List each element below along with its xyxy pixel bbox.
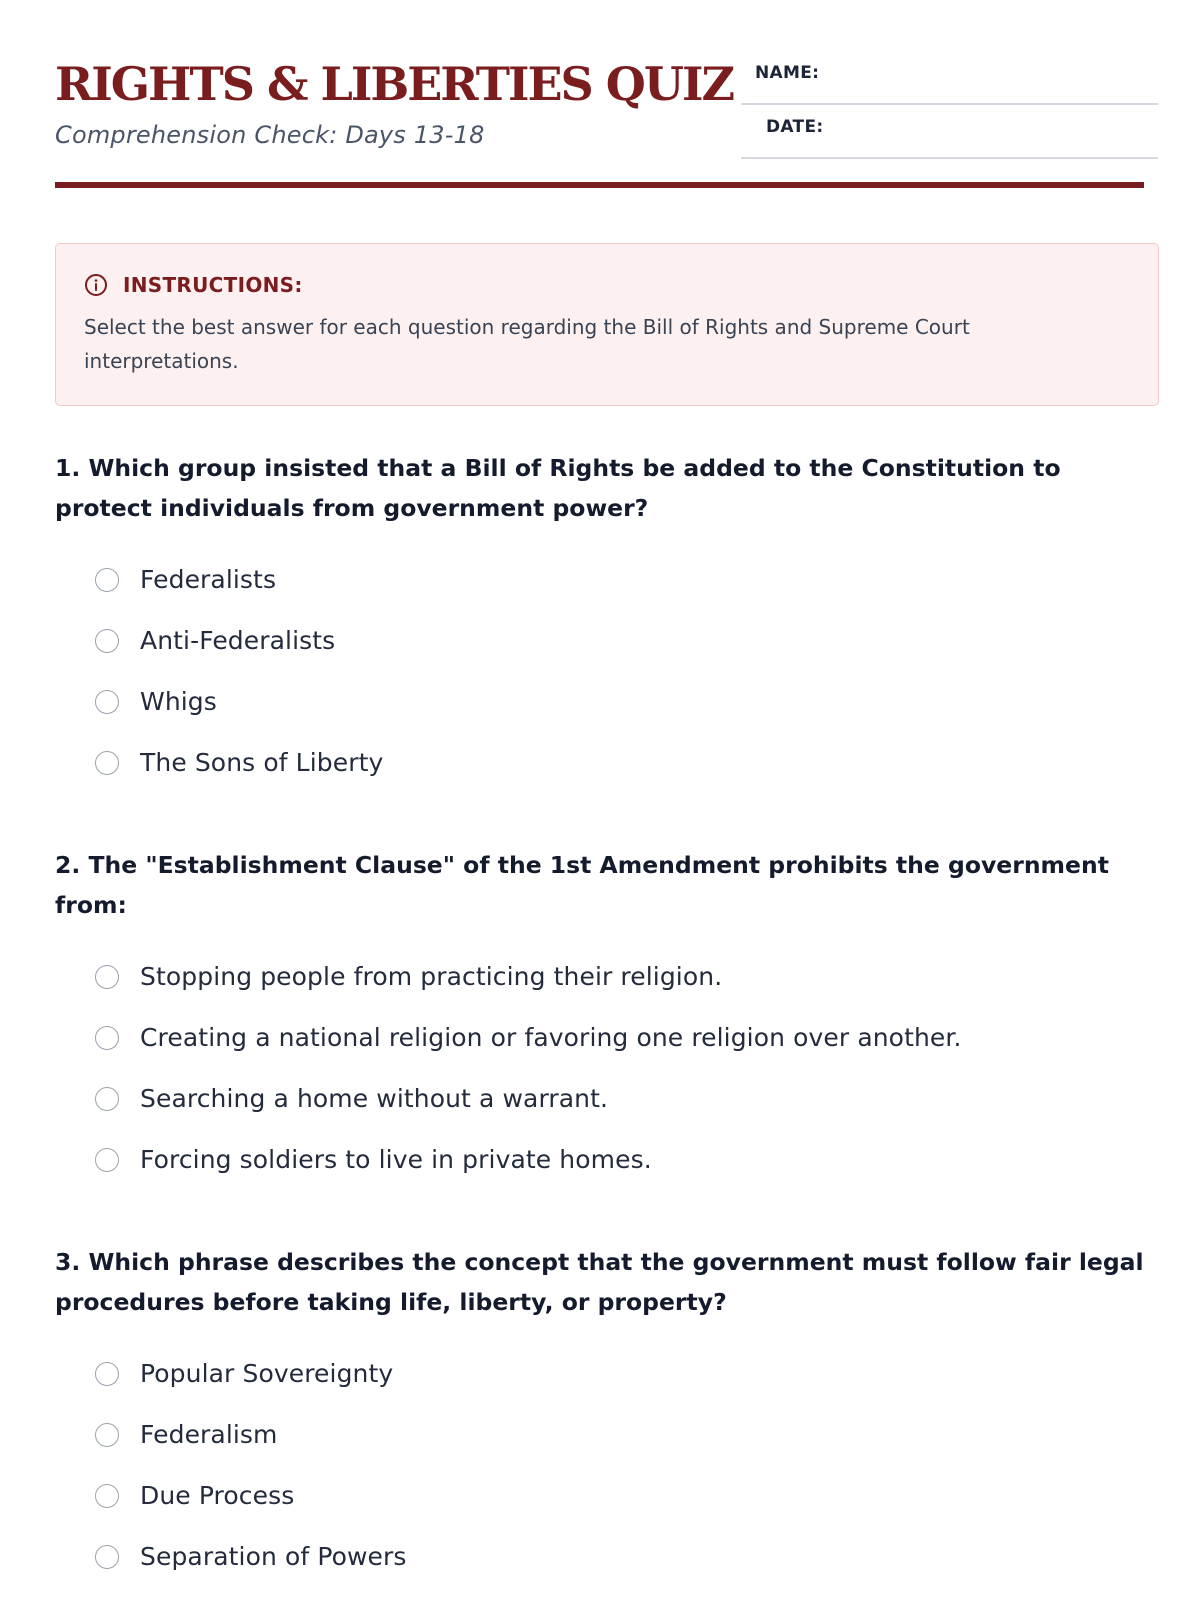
answer-option[interactable] <box>55 1526 1165 1587</box>
answer-option[interactable] <box>55 1007 1165 1068</box>
name-field[interactable] <box>741 52 1158 105</box>
question-3 <box>55 1242 1165 1587</box>
option-label: Stopping people from practicing their religion. <box>140 962 723 991</box>
answer-option[interactable] <box>55 732 1165 793</box>
answer-option[interactable] <box>55 946 1165 1007</box>
option-label: Popular Sovereignty <box>140 1359 394 1388</box>
radio-button[interactable] <box>95 1026 119 1050</box>
page-title: RIGHTS & LIBERTIES QUIZ <box>55 57 734 111</box>
option-label: Creating a national religion or favoring one religion over another. <box>140 1023 962 1052</box>
option-label: Federalism <box>140 1420 278 1449</box>
answer-option[interactable] <box>55 1465 1165 1526</box>
radio-button[interactable] <box>95 1423 119 1447</box>
radio-button[interactable] <box>95 690 119 714</box>
radio-button[interactable] <box>95 1087 119 1111</box>
instructions-title: INSTRUCTIONS: <box>123 273 303 297</box>
answer-option[interactable] <box>55 1129 1165 1190</box>
question-text: 2. The "Establishment Clause" of the 1st Amendment prohibits the government from: <box>55 851 1109 919</box>
header-divider <box>55 182 1144 188</box>
radio-button[interactable] <box>95 1362 119 1386</box>
question-2 <box>55 845 1165 1190</box>
answer-option[interactable] <box>55 610 1165 671</box>
option-label: Whigs <box>140 687 217 716</box>
answer-options <box>55 1343 1165 1587</box>
instructions-heading <box>84 270 1130 300</box>
option-label: Searching a home without a warrant. <box>140 1084 609 1113</box>
option-label: Separation of Powers <box>140 1542 407 1571</box>
instructions-text: Select the best answer for each question regarding the Bill of Rights and Supreme Court interpretations. <box>84 315 970 373</box>
quiz-header <box>55 0 1144 190</box>
option-label: The Sons of Liberty <box>140 748 384 777</box>
radio-button[interactable] <box>95 751 119 775</box>
page-subtitle: Comprehension Check: Days 13-18 <box>55 121 485 149</box>
option-label: Federalists <box>140 565 277 594</box>
date-field[interactable] <box>741 106 1158 159</box>
radio-button[interactable] <box>95 1484 119 1508</box>
radio-button[interactable] <box>95 568 119 592</box>
radio-button[interactable] <box>95 1545 119 1569</box>
instructions-box <box>55 243 1159 406</box>
date-label: DATE: <box>766 117 824 137</box>
info-icon <box>84 273 108 297</box>
radio-button[interactable] <box>95 1148 119 1172</box>
name-label: NAME: <box>755 63 820 83</box>
answer-option[interactable] <box>55 549 1165 610</box>
question-text: 3. Which phrase describes the concept that the government must follow fair legal procedures before taking life, liberty, or property? <box>55 1248 1144 1316</box>
question-text: 1. Which group insisted that a Bill of Rights be added to the Constitution to protect individuals from government power? <box>55 454 1061 522</box>
question-1 <box>55 448 1165 793</box>
option-label: Due Process <box>140 1481 295 1510</box>
answer-option[interactable] <box>55 1404 1165 1465</box>
option-label: Anti-Federalists <box>140 626 336 655</box>
answer-option[interactable] <box>55 1343 1165 1404</box>
student-info <box>741 52 1158 159</box>
option-label: Forcing soldiers to live in private homes. <box>140 1145 652 1174</box>
radio-button[interactable] <box>95 965 119 989</box>
radio-button[interactable] <box>95 629 119 653</box>
answer-option[interactable] <box>55 671 1165 732</box>
answer-options <box>55 946 1165 1190</box>
answer-options <box>55 549 1165 793</box>
answer-option[interactable] <box>55 1068 1165 1129</box>
